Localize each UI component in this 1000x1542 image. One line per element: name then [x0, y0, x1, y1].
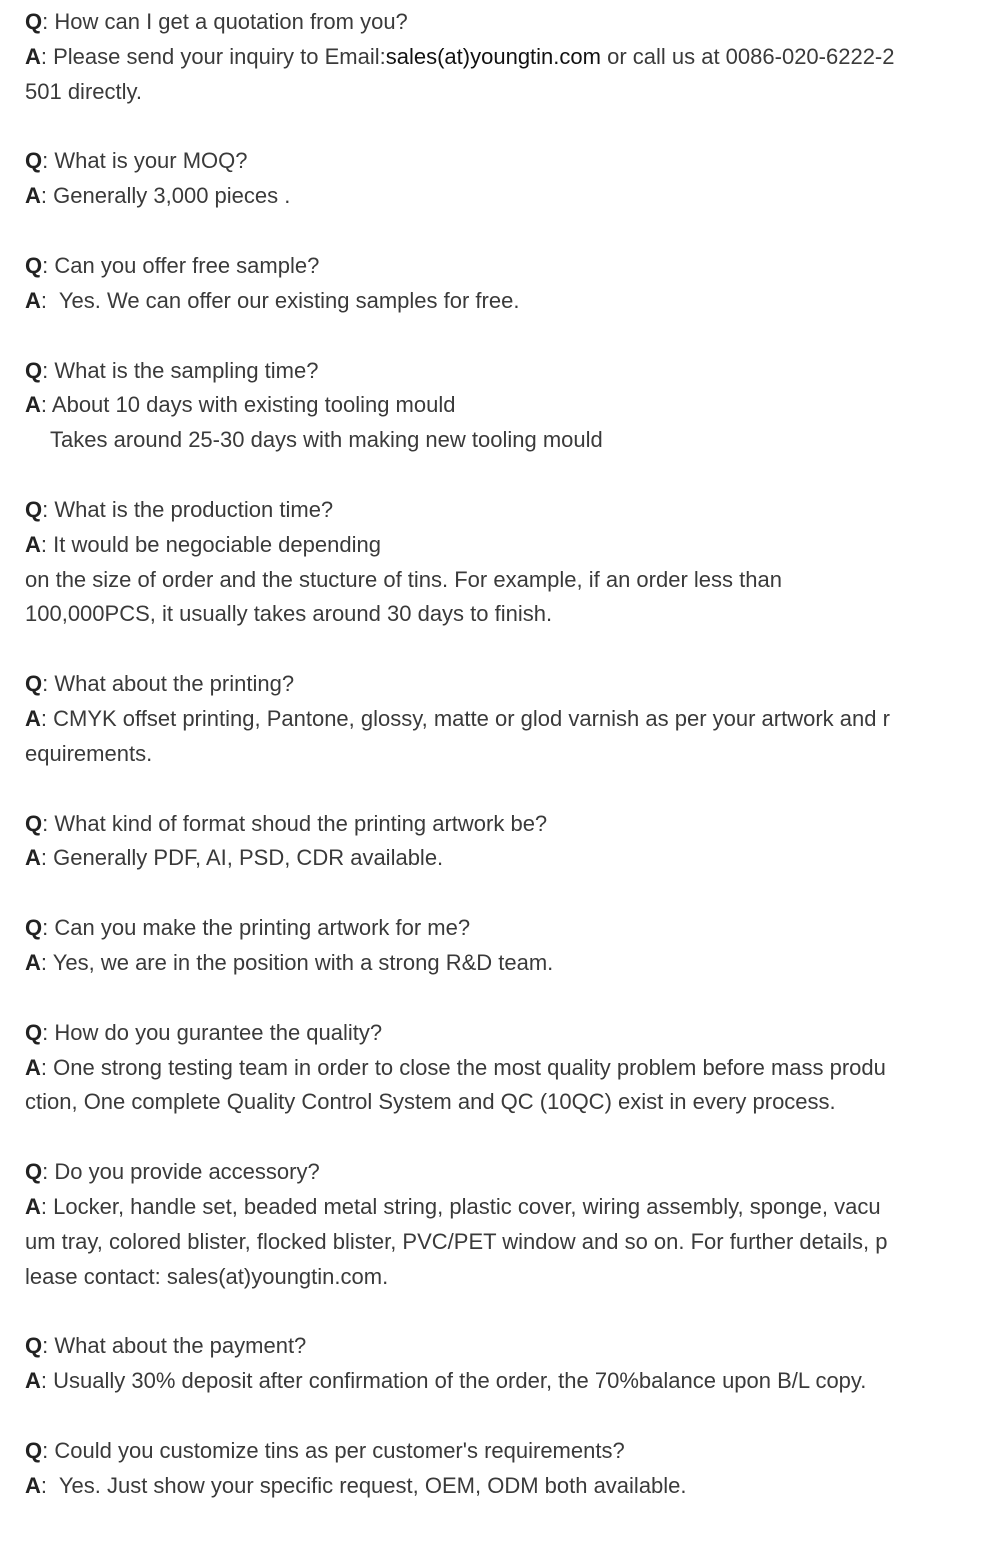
answer-text: on the size of order and the stucture of tins. For example, if an order less than	[25, 566, 782, 592]
question-text: How can I get a quotation from you?	[54, 9, 408, 34]
question-marker: Q	[25, 915, 43, 941]
faq-item	[25, 144, 975, 214]
faq-item	[25, 667, 975, 771]
question-text: Could you customize tins as per customer's requirements?	[54, 1437, 625, 1463]
question-separator: :	[42, 9, 55, 34]
faq-answer-line	[25, 563, 975, 598]
faq-question	[25, 807, 975, 842]
faq-item	[25, 354, 975, 458]
question-marker: Q	[25, 810, 43, 836]
answer-marker: A	[25, 287, 41, 313]
question-separator: :	[42, 252, 55, 278]
answer-marker: A	[25, 392, 41, 418]
faq-item	[25, 1016, 975, 1120]
faq-answer-line	[25, 179, 975, 214]
answer-text: Generally 3,000 pieces .	[53, 183, 291, 209]
question-separator: :	[42, 671, 55, 697]
answer-text: Takes around 25-30 days with making new tooling mould	[50, 427, 603, 453]
faq-answer-line	[25, 1051, 975, 1086]
faq-answer-line	[25, 597, 975, 632]
answer-separator: :	[40, 705, 54, 731]
answer-text: Usually 30% deposit after confirmation of the order, the 70%balance upon B/L copy.	[53, 1368, 867, 1394]
answer-text: lease contact: sales(at)youngtin.com.	[25, 1263, 389, 1289]
faq-question	[25, 1016, 975, 1051]
faq-question	[25, 354, 975, 389]
question-text: What is the production time?	[54, 496, 334, 522]
answer-text: About 10 days with existing tooling mould	[51, 392, 456, 418]
faq-question	[25, 1155, 975, 1190]
faq-question	[25, 667, 975, 702]
answer-text: 501 directly.	[25, 78, 142, 104]
question-text: How do you gurantee the quality?	[54, 1019, 383, 1045]
faq-answer-line	[25, 1225, 975, 1260]
faq-answer-line	[25, 388, 975, 423]
faq-item	[25, 1329, 975, 1399]
answer-separator: :	[40, 1193, 54, 1219]
answer-text: ction, One complete Quality Control System and QC (10QC) exist in every process.	[25, 1089, 836, 1115]
question-text: Can you make the printing artwork for me?	[54, 915, 471, 941]
answer-text: um tray, colored blister, flocked blister, PVC/PET window and so on. For further details, p	[25, 1228, 888, 1254]
question-separator: :	[42, 357, 55, 383]
faq-question	[25, 249, 975, 284]
question-separator: :	[42, 1333, 55, 1359]
answer-marker: A	[25, 43, 41, 69]
question-text: Can you offer free sample?	[54, 252, 320, 278]
answer-text: 100,000PCS, it usually takes around 30 days to finish.	[25, 601, 553, 627]
question-marker: Q	[25, 252, 43, 278]
faq-answer-line	[25, 1260, 975, 1295]
answer-text: Yes. We can offer our existing samples for free.	[53, 287, 520, 313]
answer-marker: A	[25, 1054, 41, 1080]
faq-answer-line	[25, 1364, 975, 1399]
answer-text: It would be negociable depending	[53, 531, 381, 557]
answer-separator: :	[40, 1472, 54, 1498]
answer-text: Please send your inquiry to Email:	[53, 43, 386, 69]
question-text: What is your MOQ?	[54, 148, 248, 174]
question-marker: Q	[25, 1159, 43, 1185]
answer-marker: A	[25, 705, 41, 731]
answer-marker: A	[25, 1472, 41, 1498]
answer-marker: A	[25, 531, 41, 557]
faq-item	[25, 807, 975, 877]
question-separator: :	[42, 915, 55, 941]
question-separator: :	[42, 496, 55, 522]
answer-marker: A	[25, 183, 41, 209]
answer-separator: :	[40, 43, 54, 69]
faq-answer-line	[25, 702, 975, 737]
answer-separator: :	[40, 183, 54, 209]
faq-answer-line	[25, 841, 975, 876]
answer-text: One strong testing team in order to close the most quality problem before mass produ	[53, 1054, 886, 1080]
faq-item	[25, 911, 975, 981]
answer-marker: A	[25, 1193, 41, 1219]
answer-separator: :	[40, 287, 54, 313]
email-text: sales(at)youngtin.com	[385, 43, 601, 69]
answer-separator: :	[40, 531, 54, 557]
answer-separator: :	[40, 845, 54, 871]
faq-item	[25, 493, 975, 632]
faq-question	[25, 1329, 975, 1364]
question-text: What about the payment?	[54, 1333, 307, 1359]
faq-question	[25, 144, 975, 179]
question-text: What about the printing?	[54, 671, 295, 697]
faq-question	[25, 5, 975, 40]
faq-answer-line	[25, 40, 975, 75]
question-marker: Q	[25, 496, 43, 522]
answer-marker: A	[25, 845, 41, 871]
answer-text: CMYK offset printing, Pantone, glossy, matte or glod varnish as per your artwork and r	[53, 705, 890, 731]
faq-question	[25, 1434, 975, 1469]
faq-answer-line	[25, 1469, 975, 1504]
faq-answer-line	[25, 946, 975, 981]
answer-marker: A	[25, 949, 41, 975]
answer-text: Locker, handle set, beaded metal string, plastic cover, wiring assembly, sponge, vacu	[53, 1193, 881, 1219]
question-marker: Q	[25, 357, 43, 383]
faq-question	[25, 493, 975, 528]
question-marker: Q	[25, 9, 43, 34]
answer-separator: :	[40, 949, 53, 975]
answer-separator: :	[40, 1368, 54, 1394]
answer-separator: :	[40, 1054, 54, 1080]
faq-question	[25, 911, 975, 946]
faq-answer-line	[25, 528, 975, 563]
question-separator: :	[42, 148, 55, 174]
question-text: What is the sampling time?	[54, 357, 319, 383]
question-separator: :	[42, 1019, 55, 1045]
question-separator: :	[42, 1437, 55, 1463]
faq-item	[25, 1434, 975, 1504]
answer-text: or call us at 0086-020-6222-2	[600, 43, 895, 69]
faq-answer-line	[25, 1190, 975, 1225]
faq-item	[25, 1155, 975, 1294]
question-marker: Q	[25, 1019, 43, 1045]
question-separator: :	[42, 1159, 55, 1185]
question-text: Do you provide accessory?	[54, 1159, 320, 1185]
faq-answer-line	[25, 284, 975, 319]
question-marker: Q	[25, 1333, 43, 1359]
faq-item	[25, 5, 975, 109]
answer-text: Yes, we are in the position with a strong R&D team.	[52, 949, 554, 975]
question-text: What kind of format shoud the printing artwork be?	[54, 810, 548, 836]
answer-text: Generally PDF, AI, PSD, CDR available.	[53, 845, 444, 871]
answer-text: Yes. Just show your specific request, OEM, ODM both available.	[53, 1472, 687, 1498]
question-marker: Q	[25, 671, 43, 697]
faq-answer-line	[25, 737, 975, 772]
question-marker: Q	[25, 1437, 43, 1463]
question-marker: Q	[25, 148, 43, 174]
answer-separator: :	[40, 392, 52, 418]
faq-answer-line	[25, 75, 975, 110]
faq-answer-line	[25, 1085, 975, 1120]
faq-item	[25, 249, 975, 319]
question-separator: :	[42, 810, 55, 836]
answer-marker: A	[25, 1368, 41, 1394]
answer-text: equirements.	[25, 740, 153, 766]
faq-answer-line	[25, 423, 975, 458]
